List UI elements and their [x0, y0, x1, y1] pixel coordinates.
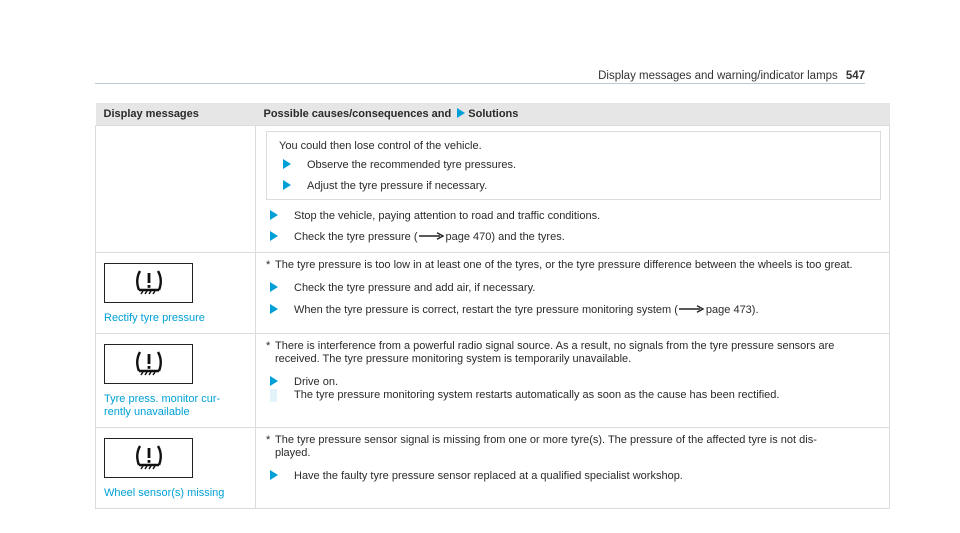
- step-text: Have the faulty tyre pressure sensor replaced at a qualified specialist workshop.: [294, 470, 683, 482]
- page-reference-link[interactable]: page 470) and the tyres.: [445, 231, 565, 243]
- result-text: The tyre pressure monitoring system restarts automatically as soon as the cause has been rectified.: [294, 389, 780, 401]
- list-item: [279, 159, 870, 172]
- step-text: Observe the recommended tyre pressures.: [307, 159, 517, 171]
- message-label-line: rently unavailable: [104, 406, 190, 418]
- message-label: Wheel sensor(s) missing: [104, 487, 225, 499]
- table-header-row: [96, 103, 890, 126]
- table-row: [96, 126, 890, 253]
- play-arrow-icon: [270, 282, 278, 292]
- cause-text: played.: [275, 447, 311, 459]
- page-reference-link[interactable]: page 473).: [705, 304, 759, 316]
- cause-note: [266, 340, 881, 366]
- tyre-pressure-warning-icon: [104, 344, 193, 384]
- list-item: [266, 376, 881, 389]
- table-row: [96, 428, 890, 509]
- solution-cell: [256, 334, 890, 428]
- section-title: Display messages and warning/indicator lamps: [598, 70, 838, 82]
- asterisk: *: [266, 259, 271, 271]
- cause-text: The tyre pressure sensor signal is missing from one or more tyre(s). The pressure of the affected tyre is not dis-: [275, 434, 817, 446]
- play-arrow-icon: [270, 376, 278, 386]
- asterisk: *: [266, 434, 271, 446]
- col-header-prefix: Possible causes/consequences and: [263, 108, 452, 120]
- table-row: [96, 334, 890, 428]
- continued-cell: [256, 126, 890, 253]
- step-text: Stop the vehicle, paying attention to road and traffic conditions.: [294, 210, 601, 222]
- header-rule: [95, 83, 865, 84]
- display-messages-table: [95, 103, 890, 509]
- message-label-line: Tyre press. monitor cur-: [104, 393, 221, 405]
- play-arrow-icon: [270, 231, 278, 241]
- col-header-causes-solutions: [256, 103, 890, 126]
- table-row: [96, 253, 890, 334]
- result-marker: [270, 389, 277, 402]
- play-arrow-icon: [270, 470, 278, 480]
- cause-text: There is interference from a powerful radio signal source. As a result, no signals from the tyre pressure sensors are received. The tyre pressure monitoring system is temporarily unavailable.: [275, 340, 835, 365]
- asterisk: *: [266, 340, 271, 352]
- cause-note: [266, 434, 881, 460]
- solution-cell: [256, 428, 890, 509]
- cause-text: The tyre pressure is too low in at least one of the tyres, or the tyre pressure difference between the wheels is too great.: [275, 259, 853, 271]
- message-label: [104, 393, 247, 419]
- step-text: Adjust the tyre pressure if necessary.: [307, 180, 488, 192]
- step-text: Drive on.: [294, 376, 339, 388]
- list-item: [266, 210, 881, 223]
- box-text: You could then lose control of the vehicle.: [279, 140, 482, 152]
- play-arrow-icon: [270, 304, 278, 314]
- empty-cell: [96, 126, 256, 253]
- list-item: [279, 180, 870, 193]
- col-header-display-messages: Display messages: [96, 103, 256, 126]
- message-cell: [96, 253, 256, 334]
- step-text: Check the tyre pressure and add air, if necessary.: [294, 282, 536, 294]
- cause-note: [266, 259, 881, 272]
- list-item: [266, 389, 881, 406]
- warning-box: [266, 131, 881, 200]
- tyre-pressure-warning-icon: [104, 438, 193, 478]
- play-arrow-icon: [270, 210, 278, 220]
- play-arrow-icon: [283, 159, 291, 169]
- list-item: [266, 470, 881, 483]
- list-item: [266, 231, 881, 244]
- page-number: 547: [845, 70, 865, 82]
- play-arrow-icon: [283, 180, 291, 190]
- message-label: Rectify tyre pressure: [104, 312, 205, 324]
- play-arrow-icon: [457, 108, 465, 118]
- list-item: [266, 304, 881, 317]
- message-cell: [96, 428, 256, 509]
- page-reference-arrow-icon: [419, 232, 445, 240]
- running-header: [598, 70, 865, 82]
- message-cell: [96, 334, 256, 428]
- tyre-pressure-warning-icon: [104, 263, 193, 303]
- list-item: [266, 282, 881, 295]
- solution-cell: [256, 253, 890, 334]
- step-text: Check the tyre pressure (: [294, 231, 418, 243]
- page-reference-arrow-icon: [679, 305, 705, 313]
- page-header: [95, 0, 865, 84]
- col-header-suffix: Solutions: [468, 108, 519, 120]
- step-text: When the tyre pressure is correct, restart the tyre pressure monitoring system (: [294, 304, 678, 316]
